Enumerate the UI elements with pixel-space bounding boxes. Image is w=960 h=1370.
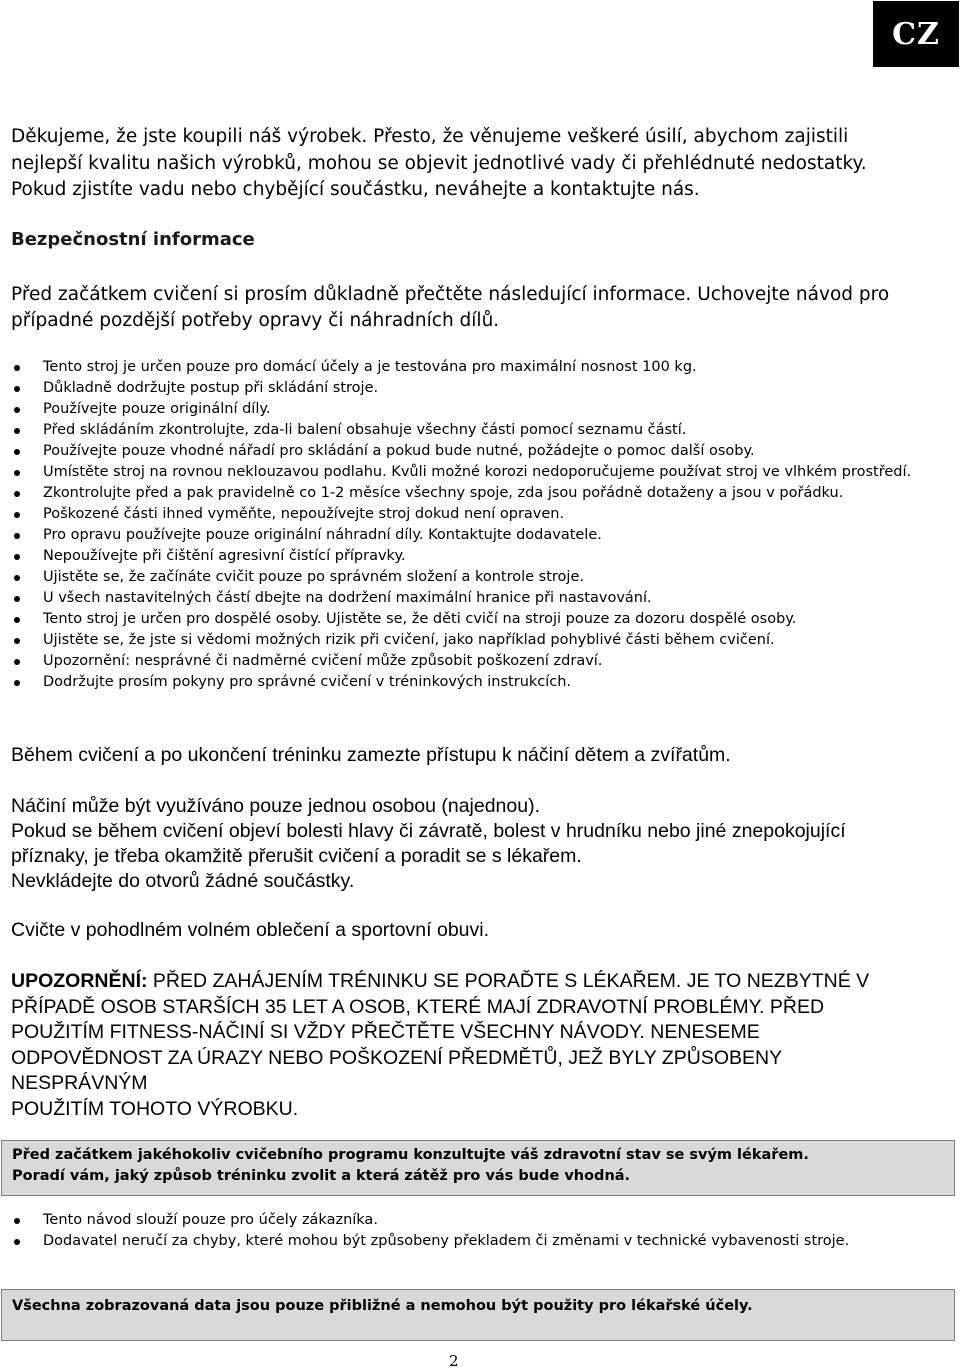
list-item: Tento stroj je určen pro dospělé osoby. Ujistěte se, že děti cvičí na stroji pouze za dozoru dospělé osoby.	[11, 609, 921, 630]
list-item: Používejte pouze originální díly.	[11, 399, 921, 420]
warning-line: ODPOVĚDNOST ZA ÚRAZY NEBO POŠKOZENÍ PŘEDMĚTŮ, JEŽ BYLY ZPŮSOBENY NESPRÁVNÝM	[11, 1046, 782, 1094]
language-badge: CZ	[873, 1, 959, 67]
list-item: Tento stroj je určen pouze pro domácí účely a je testována pro maximální nosnost 100 kg.	[11, 357, 921, 378]
usage-line: Náčiní může být využíváno pouze jednou osobou (najednou).	[11, 795, 541, 817]
doctor-consult-box	[1, 1140, 955, 1196]
section-heading: Bezpečnostní informace	[11, 229, 255, 250]
list-item: Dodavatel neručí za chyby, které mohou být způsobeny překladem či změnami v technické vybavenosti stroje.	[11, 1231, 931, 1252]
warning-line: POUŽITÍM TOHOTO VÝROBKU.	[11, 1097, 299, 1120]
info-paragraph	[11, 282, 941, 333]
list-item: U všech nastavitelných částí dbejte na dodržení maximální hranice při nastavování.	[11, 588, 921, 609]
list-item: Nepoužívejte při čištění agresivní čistící přípravky.	[11, 546, 921, 567]
children-pets-paragraph: Během cvičení a po ukončení tréninku zamezte přístupu k náčiní dětem a zvířatům.	[11, 744, 731, 766]
warning-label: UPOZORNĚNÍ:	[11, 970, 148, 992]
list-item: Poškozené části ihned vyměňte, nepoužívejte stroj dokud není opraven.	[11, 504, 921, 525]
list-item: Dodržujte prosím pokyny pro správné cvičení v tréninkových instrukcích.	[11, 672, 921, 693]
list-item: Ujistěte se, že jste si vědomi možných rizik při cvičení, jako například pohyblivé části během cvičení.	[11, 630, 921, 651]
list-item: Důkladně dodržujte postup při skládání stroje.	[11, 378, 921, 399]
warning-line: PŘÍPADĚ OSOB STARŠÍCH 35 LET A OSOB, KTERÉ MAJÍ ZDRAVOTNÍ PROBLÉMY. PŘED	[11, 995, 825, 1018]
intro-paragraph	[11, 124, 931, 204]
usage-line: Nevkládejte do otvorů žádné součástky.	[11, 870, 355, 892]
list-item: Zkontrolujte před a pak pravidelně co 1-2 měsíce všechny spoje, zda jsou pořádně dotaženy a jsou v pořádku.	[11, 483, 921, 504]
info-line: Před začátkem cvičení si prosím důkladně přečtěte následující informace. Uchovejte návod pro	[11, 284, 890, 305]
usage-line: Pokud se během cvičení objeví bolesti hlavy či závratě, bolest v hrudníku nebo jiné znepokojující	[11, 820, 846, 842]
list-item: Používejte pouze vhodné nářadí pro skládání a pokud bude nutné, požádejte o pomoc další osoby.	[11, 441, 921, 462]
list-item: Upozornění: nesprávné či nadměrné cvičení může způsobit poškození zdraví.	[11, 651, 921, 672]
info-line: případné pozdější potřeby opravy či náhradních dílů.	[11, 309, 500, 331]
warning-text: PŘED ZAHÁJENÍM TRÉNINKU SE PORAĎTE S LÉKAŘEM. JE TO NEZBYTNÉ V	[147, 970, 870, 992]
intro-line: nejlepší kvalitu našich výrobků, mohou se objevit jednotlivé vady či přehlédnuté nedostatky.	[11, 152, 867, 174]
safety-rules-list	[11, 357, 921, 693]
list-item: Před skládáním zkontrolujte, zda-li balení obsahuje všechny části pomocí seznamu částí.	[11, 420, 921, 441]
list-item: Pro opravu používejte pouze originální náhradní díly. Kontaktujte dodavatele.	[11, 525, 921, 546]
warning-line	[11, 969, 911, 995]
list-item: Tento návod slouží pouze pro účely zákazníka.	[11, 1210, 931, 1231]
box-line: Poradí vám, jaký způsob tréninku zvolit a která zátěž pro vás bude vhodná.	[12, 1168, 631, 1184]
usage-line: příznaky, je třeba okamžitě přerušit cvičení a poradit se s lékařem.	[11, 845, 582, 867]
page-number: 2	[449, 1352, 459, 1370]
list-item: Umístěte stroj na rovnou neklouzavou podlahu. Kvůli možné korozi nedoporučujeme používat stroj ve vlhkém prostředí.	[11, 462, 921, 483]
intro-line: Pokud zjistíte vadu nebo chybějící součástku, neváhejte a kontaktujte nás.	[11, 179, 700, 200]
box-line: Před začátkem jakéhokoliv cvičebního programu konzultujte váš zdravotní stav se svým lékařem.	[12, 1147, 809, 1163]
warning-line: POUŽITÍM FITNESS-NÁČINÍ SI VŽDY PŘEČTĚTE VŠECHNY NÁVODY. NENESEME	[11, 1021, 760, 1043]
notes-list	[11, 1210, 931, 1252]
intro-line: Děkujeme, že jste koupili náš výrobek. Přesto, že věnujeme veškeré úsilí, abychom zajistili	[11, 126, 849, 147]
data-disclaimer-box: Všechna zobrazovaná data jsou pouze přibližné a nemohou být použity pro lékařské účely.	[1, 1289, 955, 1341]
warning-paragraph	[11, 969, 911, 1122]
list-item: Ujistěte se, že začínáte cvičit pouze po správném složení a kontrole stroje.	[11, 567, 921, 588]
clothing-paragraph: Cvičte v pohodlném volném oblečení a sportovní obuvi.	[11, 919, 490, 941]
usage-paragraph	[11, 794, 941, 894]
